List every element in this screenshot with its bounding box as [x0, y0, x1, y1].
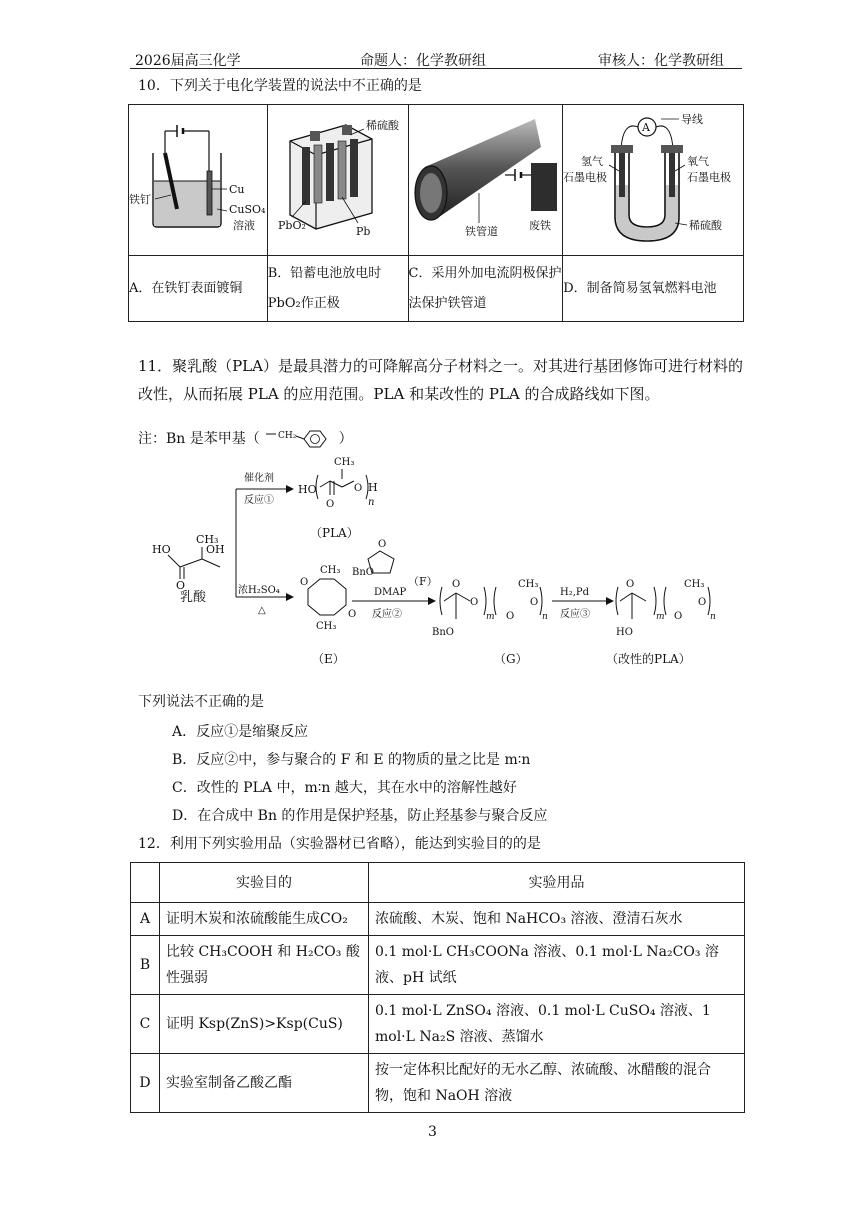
q10-figure-b — [267, 105, 408, 256]
label-modified-pla: （改性的PLA） — [606, 652, 691, 666]
label-g: （G） — [494, 652, 528, 666]
svg-text:O: O — [176, 579, 186, 592]
label-iron-pipe: 铁管道 — [464, 225, 498, 238]
svg-text:O: O — [530, 597, 539, 608]
q10-figure-c — [408, 105, 563, 256]
label-scrap-iron: 废铁 — [528, 219, 551, 232]
q12-stem: 12．利用下列实验用品（实验器材已省略），能达到实验目的的是 — [138, 836, 541, 852]
svg-text:m: m — [656, 612, 665, 622]
header-rule — [130, 68, 742, 69]
svg-text:O: O — [326, 499, 335, 510]
q11-option-c: C．改性的 PLA 中，m∶n 越大，其在水中的溶解性越好 — [172, 780, 517, 796]
label-left-electrode: 石墨电极 — [563, 171, 608, 184]
svg-text:O: O — [452, 579, 461, 590]
svg-text:CH₃: CH₃ — [684, 579, 705, 590]
q12-row-c-label: C — [131, 995, 160, 1054]
q12-row-c-items: 0.1 mol·L ZnSO₄ 溶液、0.1 mol·L CuSO₄ 溶液、1 mol·L Na₂S 溶液、蒸馏水 — [369, 995, 745, 1054]
label-reaction-1: 反应① — [244, 495, 274, 506]
ammeter-icon: A — [642, 121, 651, 134]
label-reaction-3: 反应③ — [560, 609, 590, 620]
svg-text:HO: HO — [298, 483, 317, 496]
q10-option-d: D．制备简易氢氧燃料电池 — [563, 256, 744, 322]
header-reviewer: 审核人：化学教研组 — [598, 53, 724, 69]
q12-row-d-goal: 实验室制备乙酸乙酯 — [160, 1054, 369, 1113]
q12-row-a-label: A — [131, 903, 160, 936]
modified-pla-structure — [616, 579, 716, 638]
label-dilute-sulfuric: 稀硫酸 — [689, 219, 723, 232]
q12-row-b-items: 0.1 mol·L CH₃COONa 溶液、0.1 mol·L Na₂CO₃ 溶液、pH 试纸 — [369, 936, 745, 995]
svg-text:n: n — [368, 497, 375, 508]
q11-note — [138, 428, 353, 450]
q12-row-a-items: 浓硫酸、木炭、饱和 NaHCO₃ 溶液、澄清石灰水 — [369, 903, 745, 936]
q12-row-d-items: 按一定体积比配好的无水乙醇、浓硫酸、冰醋酸的混合物，饱和 NaOH 溶液 — [369, 1054, 745, 1113]
svg-text:O: O — [506, 611, 515, 622]
header-author: 命题人：化学教研组 — [360, 53, 486, 69]
q12-header-items: 实验用品 — [369, 863, 745, 903]
svg-text:O: O — [348, 609, 357, 620]
benzyl-structure — [264, 428, 334, 450]
svg-text:OH: OH — [206, 543, 225, 556]
page-number: 3 — [428, 1124, 437, 1140]
q11-option-b: B．反应②中，参与聚合的 F 和 E 的物质的量之比是 m∶n — [172, 752, 531, 768]
header-course: 2026届高三化学 — [135, 53, 241, 69]
svg-text:O: O — [378, 539, 387, 550]
svg-text:CH₃: CH₃ — [334, 457, 355, 468]
label-e: （E） — [312, 652, 345, 666]
svg-text:O: O — [354, 483, 363, 494]
label-hydrogen: 氢气 — [581, 155, 604, 168]
q12-row-b-goal: 比较 CH₃COOH 和 H₂CO₃ 酸性强弱 — [160, 936, 369, 995]
label-pla: （PLA） — [310, 526, 359, 540]
q11-note-close: ） — [338, 431, 353, 447]
q12-row-c-goal: 证明 Ksp(ZnS)>Ksp(CuS) — [160, 995, 369, 1054]
q10-figure-a — [129, 105, 268, 256]
q10-option-b: B．铅蓄电池放电时PbO₂作正极 — [267, 256, 408, 322]
q12-row-a-goal: 证明木炭和浓硫酸能生成CO₂ — [160, 903, 369, 936]
label-cu: Cu — [229, 183, 245, 196]
svg-text:CH₂: CH₂ — [278, 431, 297, 441]
q10-figure-d — [563, 105, 744, 256]
svg-text:m: m — [486, 612, 495, 622]
label-cuso4: CuSO₄ — [229, 203, 265, 216]
q12-header-goal: 实验目的 — [160, 863, 369, 903]
label-dmap: DMAP — [374, 587, 407, 598]
q10-table — [128, 104, 744, 322]
svg-text:CH₃: CH₃ — [320, 565, 341, 576]
label-pb: Pb — [355, 225, 371, 238]
label-reaction-2: 反应② — [372, 609, 402, 620]
q10-option-a: A．在铁钉表面镀铜 — [129, 256, 268, 322]
svg-text:n: n — [542, 612, 548, 622]
svg-text:O: O — [674, 611, 683, 622]
q11-option-a: A．反应①是缩聚反应 — [172, 724, 309, 740]
q11-ask: 下列说法不正确的是 — [138, 694, 264, 710]
svg-text:CH₃: CH₃ — [518, 579, 539, 590]
q11-note-text: 注：Bn 是苯甲基（ — [138, 431, 260, 447]
svg-text:BnO: BnO — [432, 627, 454, 638]
q12-header-blank — [131, 863, 160, 903]
label-iron-nail: 铁钉 — [129, 193, 151, 206]
q11-stem-line1: 11．聚乳酸（PLA）是最具潜力的可降解高分子材料之一。对其进行基团修饰可进行材料的 — [138, 357, 743, 375]
label-wire: 导线 — [681, 113, 704, 126]
svg-text:n: n — [710, 612, 716, 622]
svg-text:CH₃: CH₃ — [316, 621, 337, 632]
lactic-acid-structure — [152, 533, 225, 592]
lactide-structure — [300, 565, 356, 632]
svg-text:BnO: BnO — [352, 567, 374, 578]
carbonate-f-structure — [352, 539, 394, 578]
label-f: （F） — [408, 575, 438, 588]
svg-text:CH₃: CH₃ — [196, 533, 219, 546]
label-lactic-acid: 乳酸 — [180, 590, 207, 605]
label-solution: 溶液 — [233, 219, 255, 232]
label-oxygen: 氧气 — [687, 155, 710, 168]
label-dilute-sulfuric: 稀硫酸 — [365, 119, 399, 132]
label-right-electrode: 石墨电极 — [687, 171, 732, 184]
label-pbo2: PbO₂ — [277, 219, 306, 232]
svg-text:H: H — [368, 481, 378, 494]
svg-text:O: O — [300, 577, 309, 588]
svg-text:HO: HO — [152, 543, 171, 556]
q10-stem: 10．下列关于电化学装置的说法中不正确的是 — [138, 78, 422, 94]
pla-structure — [298, 457, 378, 510]
q10-option-c: C．采用外加电流阴极保护法保护铁管道 — [408, 256, 563, 322]
svg-text:HO: HO — [616, 627, 633, 638]
q11-option-d: D．在合成中 Bn 的作用是保护羟基，防止羟基参与聚合反应 — [172, 808, 548, 824]
svg-text:O: O — [470, 597, 479, 608]
q12-table — [130, 862, 745, 1113]
q11-stem-line2: 改性，从而拓展 PLA 的应用范围。PLA 和某改性的 PLA 的合成路线如下图。 — [138, 385, 660, 403]
q12-row-d-label: D — [131, 1054, 160, 1113]
q11-synthesis-scheme — [140, 455, 740, 675]
polymer-g-structure — [432, 579, 548, 638]
label-h2-pd: H₂,Pd — [560, 587, 590, 598]
label-heat: △ — [258, 605, 266, 616]
label-catalyst: 催化剂 — [244, 473, 274, 484]
svg-text:O: O — [698, 597, 707, 608]
svg-text:O: O — [626, 579, 635, 590]
q12-row-b-label: B — [131, 936, 160, 995]
label-conc-h2so4: 浓H₂SO₄ — [238, 585, 280, 596]
